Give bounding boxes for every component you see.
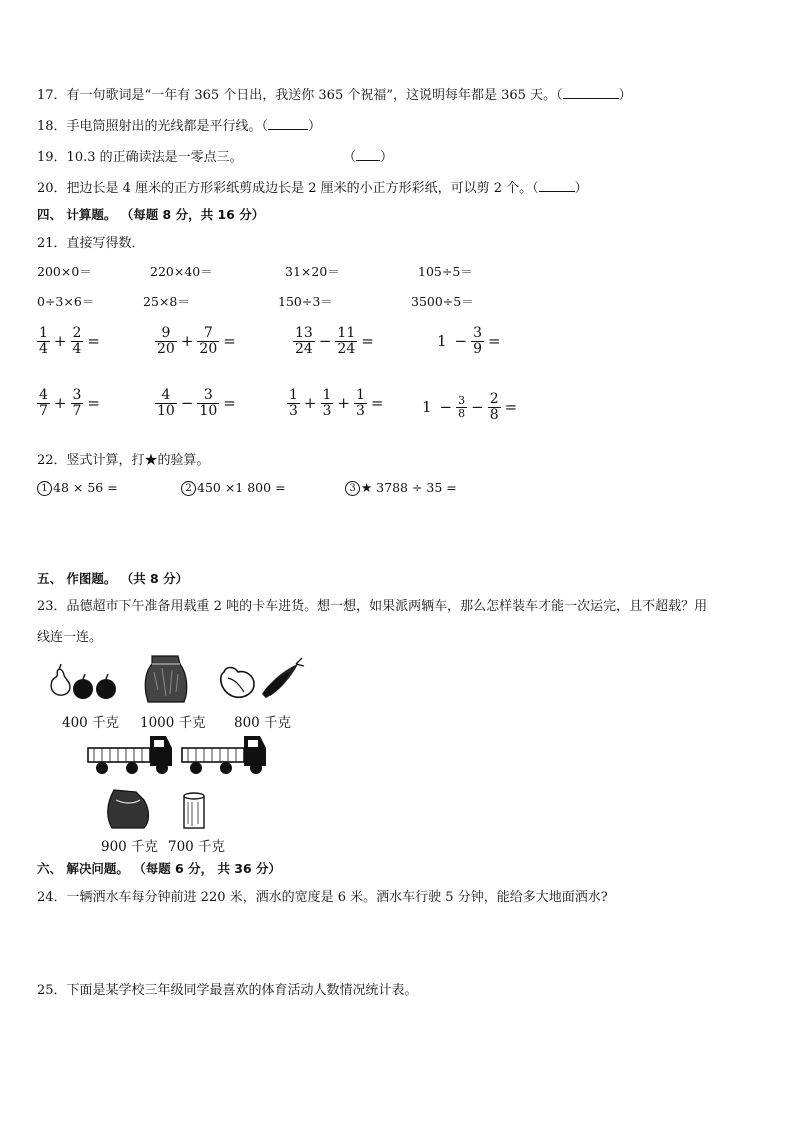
calc-item: 0÷3×6＝ <box>37 294 95 309</box>
weight-label: 900 千克 <box>101 839 159 855</box>
calc-item: 31×20＝ <box>285 264 340 279</box>
section-6-title: 六、 解决问题。 （每题 6 分， 共 36 分） <box>37 861 282 876</box>
question-22-title: 22．竖式计算，打★的验算。 <box>37 453 210 468</box>
question-19: 19．10.3 的正确读法是一零点三。 <box>37 150 243 165</box>
fruit-icon <box>51 664 116 699</box>
bag-icon <box>108 790 149 828</box>
fraction-expression: $\frac{13}{24}$ − $\frac{11}{24}$ = <box>295 325 374 357</box>
cargo-illustration <box>40 650 310 850</box>
section-4-title: 四、 计算题。 （每题 8 分，共 16 分） <box>37 207 265 222</box>
question-23-line1: 23．品德超市下午准备用载重 2 吨的卡车进货。想一想，如果派两辆车，那么怎样装车才能一次运完，且不超载？用 <box>37 599 708 614</box>
fraction-expression: 1 − $\frac{3}{9}$ = <box>437 325 501 357</box>
fraction-expression: $\frac{9}{20}$ + $\frac{7}{20}$ = <box>157 325 236 357</box>
weight-label: 700 千克 <box>168 839 226 855</box>
truck-icon <box>88 736 172 774</box>
calc-item: 25×8＝ <box>143 294 190 309</box>
weight-label: 800 千克 <box>234 715 292 731</box>
weight-label: 1000 千克 <box>140 715 206 731</box>
question-20: 20．把边长是 4 厘米的正方形彩纸剪成边长是 2 厘米的小正方形彩纸，可以剪 2 个。（ ） <box>37 181 588 196</box>
question-24: 24．一辆洒水车每分钟前进 220 米，洒水的宽度是 6 米。洒水车行驶 5 分钟，能给多大地面洒水? <box>37 890 608 905</box>
sack-icon <box>145 656 187 702</box>
answer-blank[interactable] <box>268 117 308 130</box>
vertical-calc-item: 1 48 × 56 = <box>37 480 118 496</box>
question-25: 25．下面是某学校三年级同学最喜欢的体育活动人数情况统计表。 <box>37 983 418 998</box>
fraction-expression: 1 − $\frac{3}{8}$ − $\frac{2}{8}$ = <box>422 391 518 423</box>
fraction-expression: $\frac{1}{3}$ + $\frac{1}{3}$ + $\frac{1}{3}$ = <box>289 387 384 419</box>
fraction-expression: $\frac{4}{10}$ − $\frac{3}{10}$ = <box>157 387 236 419</box>
fraction-expression: $\frac{1}{4}$ + $\frac{2}{4}$ = <box>39 325 100 357</box>
question-21-title: 21．直接写得数． <box>37 236 145 251</box>
answer-blank[interactable] <box>563 86 619 99</box>
calc-item: 150÷3＝ <box>278 294 333 309</box>
question-17: 17．有一句歌词是“一年有 365 个日出，我送你 365 个祝福”，这说明每年都是 365 天。（ ） <box>37 88 632 103</box>
weight-label: 400 千克 <box>62 715 120 731</box>
question-23-line2: 线连一连。 <box>37 630 103 645</box>
section-5-title: 五、 作图题。 （共 8 分） <box>37 571 189 586</box>
calc-item: 105÷5＝ <box>418 264 473 279</box>
vegetables-icon <box>221 658 304 698</box>
answer-blank[interactable] <box>356 148 380 161</box>
answer-blank[interactable] <box>539 179 575 192</box>
fraction-expression: $\frac{4}{7}$ + $\frac{3}{7}$ = <box>39 387 100 419</box>
vertical-calc-item: 2 450 ×1 800 = <box>181 480 286 496</box>
calc-item: 3500÷5＝ <box>411 294 474 309</box>
question-18: 18．手电筒照射出的光线都是平行线。（ ） <box>37 119 322 134</box>
calc-item: 200×0＝ <box>37 264 92 279</box>
truck-icon <box>182 736 266 774</box>
can-icon <box>184 793 204 828</box>
vertical-calc-item: 3 ★ 3788 ÷ 35 = <box>345 480 457 496</box>
question-19-blank: （ ） <box>343 150 394 165</box>
calc-item: 220×40＝ <box>150 264 213 279</box>
